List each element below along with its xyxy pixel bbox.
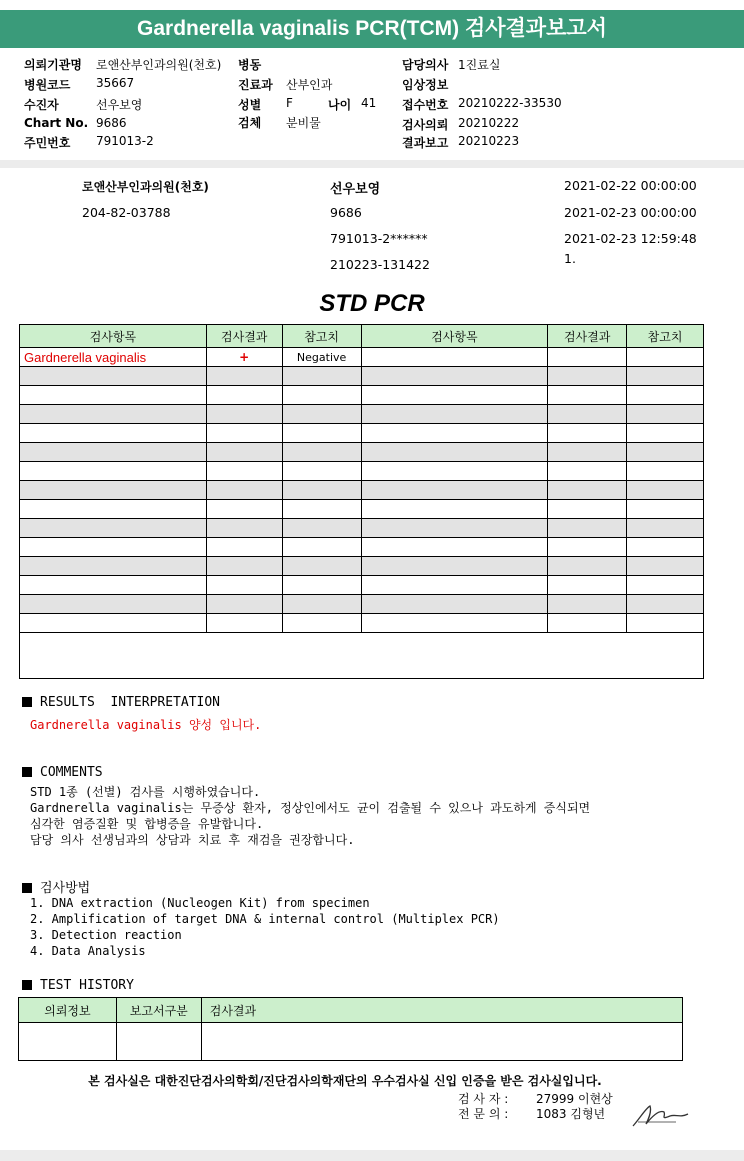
receipt-no-label: 접수번호 <box>402 98 449 112</box>
results-table <box>19 324 704 679</box>
patient-label: 수진자 <box>24 98 59 112</box>
resident-no-value: 791013-2 <box>96 134 154 148</box>
empty-cell <box>206 519 282 538</box>
specimen-label: 검체 <box>238 116 262 130</box>
table-row <box>20 500 704 519</box>
square-bullet-icon <box>22 697 32 707</box>
empty-cell <box>206 576 282 595</box>
empty-cell <box>20 519 207 538</box>
report-title: Gardnerella vaginalis PCR(TCM) 검사결과보고서 <box>0 10 744 48</box>
empty-cell <box>20 500 207 519</box>
empty-cell <box>282 481 361 500</box>
empty-cell <box>548 348 627 367</box>
empty-cell <box>627 481 704 500</box>
empty-cell <box>282 405 361 424</box>
empty-cell <box>361 500 548 519</box>
empty-cell <box>548 443 627 462</box>
ward-label: 병동 <box>238 58 262 72</box>
certification-note: 본 검사실은 대한진단검사의학회/진단검사의학재단의 우수검사실 신입 인증을 받은 검사실입니다. <box>88 1074 602 1088</box>
empty-cell <box>20 367 207 386</box>
empty-cell <box>361 614 548 633</box>
table-row <box>20 348 704 367</box>
comment-line: 담당 의사 선생님과의 상담과 치료 후 재검을 권장합니다. <box>30 833 355 847</box>
empty-cell <box>206 367 282 386</box>
table-row <box>20 367 704 386</box>
empty-cell <box>361 481 548 500</box>
signature-image <box>630 1100 692 1130</box>
empty-cell <box>548 595 627 614</box>
info-date3-cont: 1. <box>564 251 576 266</box>
empty-cell <box>201 1023 682 1061</box>
info-date3: 2021-02-23 12:59:48 <box>564 231 697 246</box>
method-heading: 검사방법 <box>22 877 90 896</box>
empty-cell <box>206 462 282 481</box>
report-date-value: 20210223 <box>458 134 520 148</box>
empty-cell <box>627 500 704 519</box>
empty-cell <box>282 538 361 557</box>
empty-cell <box>206 443 282 462</box>
empty-cell <box>361 424 548 443</box>
result-value: + <box>206 348 282 367</box>
empty-cell <box>282 500 361 519</box>
report-date-label: 결과보고 <box>402 136 449 150</box>
results-header-row <box>20 325 704 348</box>
interpretation-text: Gardnerella vaginalis 양성 입니다. <box>30 718 262 732</box>
empty-cell <box>282 367 361 386</box>
empty-cell <box>548 519 627 538</box>
empty-cell <box>548 424 627 443</box>
empty-cell <box>19 1023 117 1061</box>
std-pcr-title: STD PCR <box>319 290 425 317</box>
empty-cell <box>206 386 282 405</box>
empty-cell <box>20 557 207 576</box>
empty-cell <box>627 538 704 557</box>
empty-cell <box>627 576 704 595</box>
empty-cell <box>116 1023 201 1061</box>
empty-cell <box>20 424 207 443</box>
empty-cell <box>361 348 548 367</box>
empty-cell <box>206 424 282 443</box>
empty-cell <box>548 405 627 424</box>
empty-cell <box>206 614 282 633</box>
empty-cell <box>282 424 361 443</box>
empty-cell <box>206 595 282 614</box>
empty-cell <box>20 595 207 614</box>
comment-line: 심각한 염증질환 및 합병증을 유발합니다. <box>30 817 264 831</box>
table-row <box>20 519 704 538</box>
empty-cell <box>627 519 704 538</box>
empty-cell <box>361 576 548 595</box>
department-value: 산부인과 <box>286 78 333 92</box>
chart-no-label: Chart No. <box>24 116 89 130</box>
doctor-value: 1진료실 <box>458 58 501 72</box>
empty-cell <box>627 386 704 405</box>
empty-cell <box>20 538 207 557</box>
empty-cell <box>627 405 704 424</box>
method-line: 3. Detection reaction <box>30 928 182 942</box>
empty-cell <box>282 386 361 405</box>
empty-cell <box>282 443 361 462</box>
square-bullet-icon <box>22 883 32 893</box>
request-date-label: 검사의뢰 <box>402 118 449 132</box>
specimen-value: 분비물 <box>286 116 321 130</box>
empty-cell <box>282 576 361 595</box>
table-row <box>20 481 704 500</box>
empty-cell <box>206 500 282 519</box>
empty-cell <box>206 481 282 500</box>
consultant-value: 1083 김형년 <box>536 1107 606 1121</box>
empty-cell <box>361 519 548 538</box>
result-item-name: Gardnerella vaginalis <box>20 348 207 367</box>
col-header-ref-2: 참고치 <box>627 325 704 348</box>
sex-value: F <box>286 96 293 110</box>
square-bullet-icon <box>22 980 32 990</box>
empty-cell <box>627 462 704 481</box>
empty-cell <box>206 557 282 576</box>
patient-value: 선우보영 <box>96 98 143 112</box>
interpretation-heading: RESULTS INTERPRETATION <box>22 695 220 710</box>
method-line: 1. DNA extraction (Nucleogen Kit) from specimen <box>30 896 370 910</box>
history-col-result: 검사결과 <box>201 998 682 1023</box>
empty-cell <box>20 481 207 500</box>
table-footer-row <box>20 633 704 679</box>
empty-cell <box>20 614 207 633</box>
empty-cell <box>361 595 548 614</box>
empty-cell <box>206 538 282 557</box>
col-header-result: 검사결과 <box>206 325 282 348</box>
empty-cell <box>627 443 704 462</box>
empty-cell <box>627 557 704 576</box>
sex-label: 성별 <box>238 98 262 112</box>
tester-value: 27999 이현상 <box>536 1092 613 1106</box>
hospital-code-label: 병원코드 <box>24 78 71 92</box>
info-resident-no: 791013-2****** <box>330 231 428 246</box>
empty-cell <box>282 462 361 481</box>
empty-cell <box>361 462 548 481</box>
empty-cell <box>361 386 548 405</box>
receipt-no-value: 20210222-33530 <box>458 96 562 110</box>
resident-no-label: 주민번호 <box>24 136 71 150</box>
history-header-row <box>19 998 683 1023</box>
empty-cell <box>548 538 627 557</box>
col-header-ref: 참고치 <box>282 325 361 348</box>
empty-cell <box>548 576 627 595</box>
empty-cell <box>361 538 548 557</box>
empty-cell <box>627 595 704 614</box>
tester-label: 검 사 자 : <box>458 1092 509 1106</box>
square-bullet-icon <box>22 767 32 777</box>
col-header-item-2: 검사항목 <box>361 325 548 348</box>
table-row <box>20 557 704 576</box>
hospital-name-value: 로앤산부인과의원(천호) <box>96 58 222 72</box>
chart-no-value: 9686 <box>96 116 127 130</box>
empty-cell <box>361 557 548 576</box>
empty-cell <box>548 386 627 405</box>
empty-cell <box>282 519 361 538</box>
empty-cell <box>627 348 704 367</box>
comment-line: Gardnerella vaginalis는 무증상 환자, 정상인에서도 균이 검출될 수 있으나 과도하게 증식되면 <box>30 801 591 815</box>
empty-cell <box>282 595 361 614</box>
table-row <box>20 424 704 443</box>
age-label: 나이 <box>328 98 352 112</box>
empty-cell <box>20 633 704 679</box>
empty-cell <box>548 367 627 386</box>
consultant-label: 전 문 의 : <box>458 1107 509 1121</box>
method-line: 4. Data Analysis <box>30 944 146 958</box>
empty-cell <box>548 557 627 576</box>
comment-line: STD 1종 (선별) 검사를 시행하였습니다. <box>30 785 261 799</box>
empty-cell <box>20 405 207 424</box>
empty-cell <box>361 367 548 386</box>
table-row <box>20 462 704 481</box>
empty-cell <box>548 500 627 519</box>
table-row <box>20 538 704 557</box>
empty-cell <box>282 614 361 633</box>
info-hospital: 로앤산부인과의원(천호) <box>82 180 209 194</box>
title-bar <box>0 0 744 57</box>
separator-band <box>0 160 744 168</box>
empty-cell <box>548 481 627 500</box>
empty-cell <box>361 443 548 462</box>
info-biz-no: 204-82-03788 <box>82 205 171 220</box>
info-accession: 210223-131422 <box>330 257 430 272</box>
info-date1: 2021-02-22 00:00:00 <box>564 178 697 193</box>
table-row <box>20 386 704 405</box>
method-line: 2. Amplification of target DNA & internal control (Multiplex PCR) <box>30 912 500 926</box>
department-label: 진료과 <box>238 78 273 92</box>
empty-cell <box>282 557 361 576</box>
empty-cell <box>548 462 627 481</box>
comments-heading: COMMENTS <box>22 765 103 780</box>
info-patient: 선우보영 <box>330 182 381 197</box>
table-row <box>20 576 704 595</box>
col-header-result-2: 검사결과 <box>548 325 627 348</box>
col-header-item: 검사항목 <box>20 325 207 348</box>
empty-cell <box>20 443 207 462</box>
empty-cell <box>206 405 282 424</box>
hospital-code-value: 35667 <box>96 76 135 90</box>
table-row <box>20 614 704 633</box>
clinical-info-label: 임상정보 <box>402 78 449 92</box>
empty-cell <box>20 386 207 405</box>
empty-cell <box>627 614 704 633</box>
doctor-label: 담당의사 <box>402 58 449 72</box>
history-table <box>18 997 683 1061</box>
empty-cell <box>20 462 207 481</box>
table-row <box>20 595 704 614</box>
history-row <box>19 1023 683 1061</box>
history-col-type: 보고서구분 <box>116 998 201 1023</box>
age-value: 41 <box>361 96 377 110</box>
table-row <box>20 405 704 424</box>
request-date-value: 20210222 <box>458 116 520 130</box>
empty-cell <box>361 405 548 424</box>
empty-cell <box>20 576 207 595</box>
empty-cell <box>627 367 704 386</box>
table-row <box>20 443 704 462</box>
result-reference: Negative <box>282 348 361 367</box>
info-chart: 9686 <box>330 205 362 220</box>
history-heading: TEST HISTORY <box>22 978 134 993</box>
info-date2: 2021-02-23 00:00:00 <box>564 205 697 220</box>
bottom-band <box>0 1150 744 1161</box>
history-col-request: 의뢰정보 <box>19 998 117 1023</box>
empty-cell <box>627 424 704 443</box>
hospital-name-label: 의뢰기관명 <box>24 58 82 72</box>
empty-cell <box>548 614 627 633</box>
